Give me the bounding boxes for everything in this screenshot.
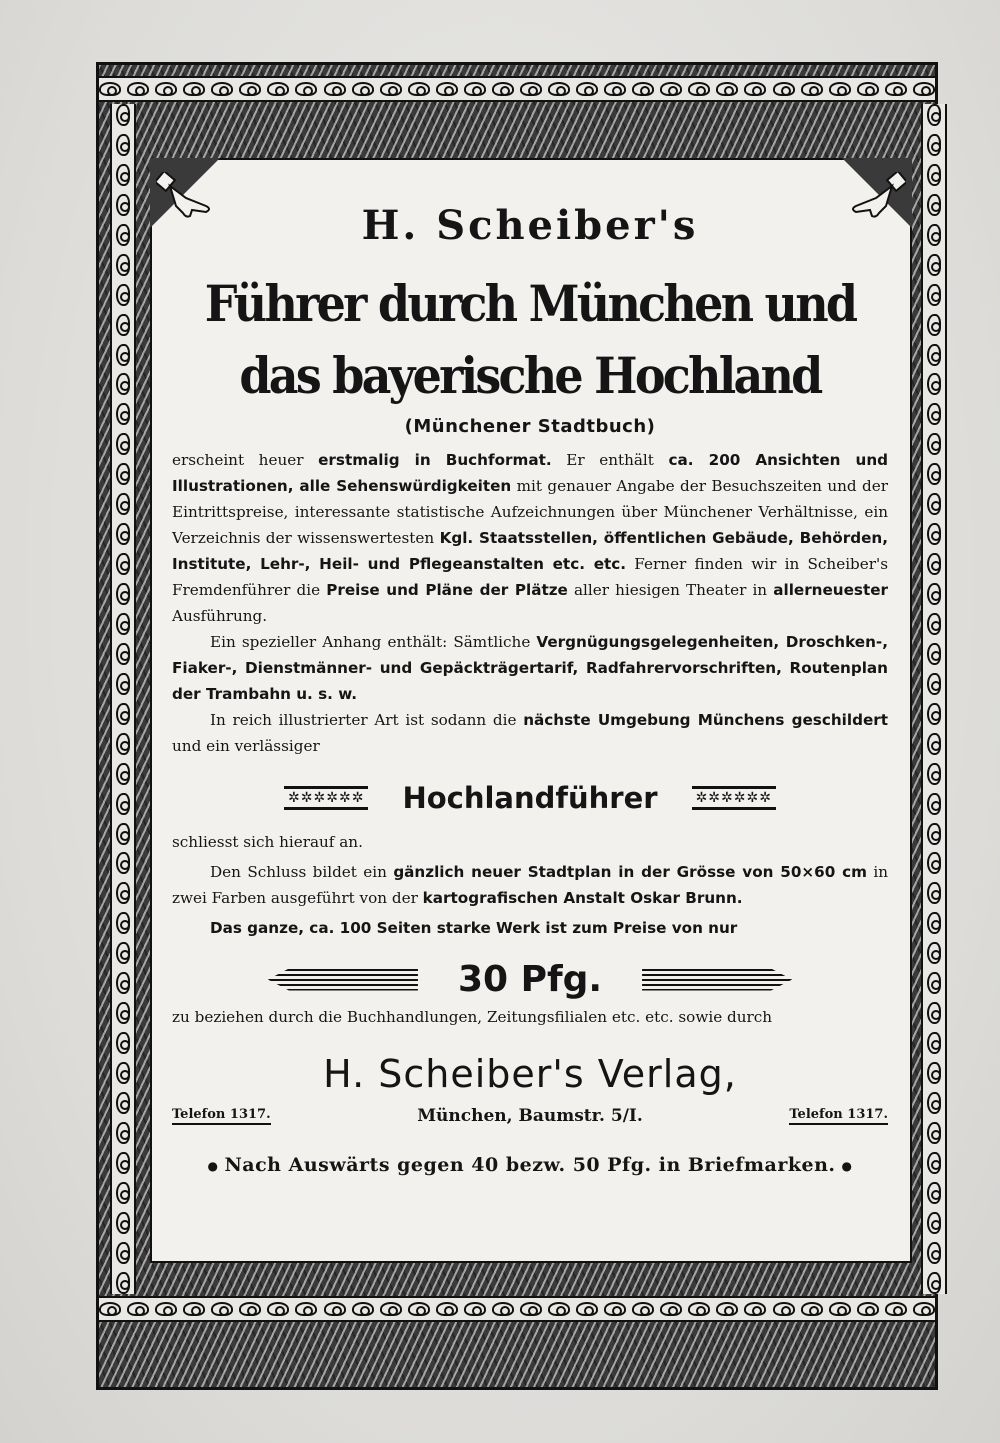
paragraph-surroundings: In reich illustrierter Art ist sodann die nächste Umgebung Münchens geschildert und ein verlässiger: [172, 711, 888, 755]
bullet-icon: ●: [207, 1159, 219, 1173]
stars-ornament-left: ✲✲✲✲✲✲: [284, 786, 368, 810]
price: 30 Pfg.: [457, 959, 603, 1000]
paragraph-description: erscheint heuer erstmalig in Buchformat. Er enthält ca. 200 Ansichten und Illustrationen, alle Sehenswürdigkeiten mit genauer Angabe der Besuchszeiten und der Eintrittspreise, interessante statistische Aufzeichnungen über Münchener Verhältnisse, ein Verzeichnis der wissenswertesten Kgl. Staatsstellen, öffentlichen Gebäude, Behörden, Institute, Lehr-, Heil- und Pflegeanstalten etc. etc. Ferner finden wir in Scheiber's Fremdenführer die Preise und Pläne der Plätze aller hiesigen Theater in allerneuester Ausführung.: [172, 451, 889, 625]
title-publisher-name: H. Scheiber's: [361, 202, 699, 249]
paragraph-distribution: zu beziehen durch die Buchhandlungen, Zeitungsfilialen etc. etc. sowie durch: [172, 1008, 773, 1026]
decorative-lines-left: [268, 969, 418, 991]
telefon-left: Telefon 1317.: [172, 1107, 271, 1125]
subtitle: (Münchener Stadtbuch): [404, 416, 656, 437]
left-ornament-border: [110, 104, 136, 1294]
footer-notice: ● Nach Auswärts gegen 40 bezw. 50 Pfg. in Briefmarken. ●: [207, 1154, 853, 1176]
bottom-ornament-border: [99, 1296, 935, 1322]
stars-ornament-right: ✲✲✲✲✲✲: [692, 786, 776, 810]
title-book-name: Führer durch München und das bayerische Hochland: [204, 274, 856, 405]
address-row: [172, 1106, 888, 1126]
paragraph-city-map: Den Schluss bildet ein gänzlich neuer Stadtplan in der Grösse von 50×60 cm in zwei Farben ausgeführt von der kartografischen Anstalt Oskar Brunn.: [172, 863, 888, 907]
bullet-icon: ●: [841, 1159, 853, 1173]
paragraph-appendix: Ein spezieller Anhang enthält: Sämtliche Vergnügungsgelegenheiten, Droschken-, Fiaker-, Dienstmänner- und Gepäckträgertarif, Radfahrervorschriften, Routenplan der Trambahn u. s. w.: [172, 633, 888, 703]
paragraph-follows: schliesst sich hierauf an.: [172, 833, 363, 851]
advertisement-content: [172, 196, 888, 1176]
publisher-name: H. Scheiber's Verlag,: [323, 1052, 737, 1096]
decorative-lines-right: [642, 969, 792, 991]
publisher-address: München, Baumstr. 5/I.: [417, 1106, 643, 1126]
price-row: [172, 959, 888, 1000]
top-ornament-border: [99, 76, 935, 102]
right-ornament-border: [921, 104, 947, 1294]
paragraph-price-intro: Das ganze, ca. 100 Seiten starke Werk ist zum Preise von nur: [210, 919, 738, 937]
hochland-heading: Hochlandführer: [402, 781, 658, 815]
hochland-heading-row: [172, 781, 888, 815]
telefon-right: Telefon 1317.: [789, 1107, 888, 1125]
